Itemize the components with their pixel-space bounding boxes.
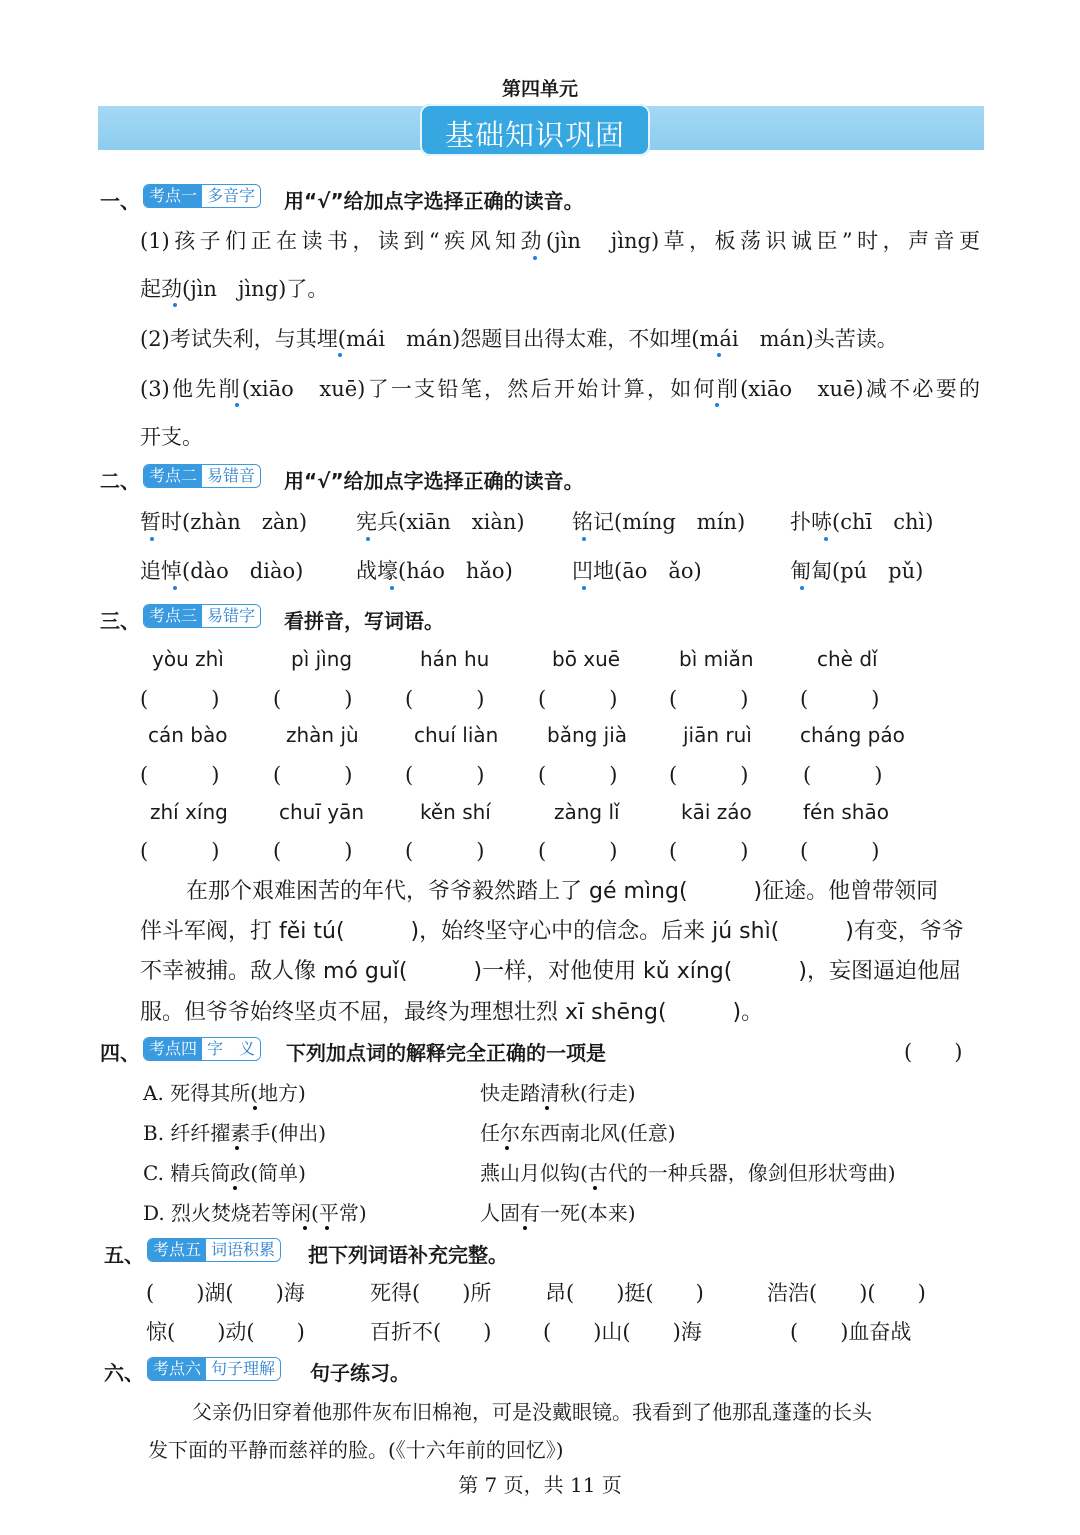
section-number: 六、 [104, 1361, 144, 1385]
tag-label: 考点三 [144, 605, 202, 627]
text-line: 起劲(jìn jìng)了。 [140, 277, 329, 301]
tag-label: 考点四 [144, 1038, 202, 1060]
emphasis-dot [593, 1186, 597, 1190]
emphasis-dot [150, 537, 154, 541]
quote-line: 发下面的平静而慈祥的脸。(《十六年前的回忆》) [148, 1438, 564, 1462]
emphasis-dot [505, 1146, 509, 1150]
emphasis-dot [253, 1106, 257, 1110]
answer-blank[interactable]: ( ) [538, 763, 618, 787]
pinyin-word: zhàn jù [286, 723, 359, 747]
pinyin-word: chuī yān [279, 800, 365, 824]
emphasis-dot [533, 256, 537, 260]
tag-topic: 易错字 [202, 605, 260, 627]
pinyin-word: jiān ruì [683, 723, 752, 747]
answer-blank[interactable]: ( ) [803, 763, 883, 787]
emphasis-dot [582, 537, 586, 541]
emphasis-dot [338, 353, 342, 357]
pinyin-word: kāi záo [681, 800, 752, 824]
answer-blank[interactable]: ( ) [669, 763, 749, 787]
text-line: (1)孩子们正在读书，读到“疾风知劲(jìn jìng)草，板荡识诚臣”时，声音更 [140, 229, 980, 253]
section-number: 二、 [100, 469, 140, 493]
word-option: 追悼(dào diào) [140, 559, 304, 583]
tag-topic: 句子理解 [206, 1358, 280, 1380]
word-option: 战壕(háo hǎo) [356, 559, 513, 583]
emphasis-dot [545, 1106, 549, 1110]
answer-blank[interactable]: ( ) [669, 687, 749, 711]
text-line: (3)他先削(xiāo xuē)了一支铅笔，然后开始计算，如何削(xiāo xuē)减不必要的 [140, 377, 980, 401]
passage-line: 在那个艰难困苦的年代，爷爷毅然踏上了 gé mìng( )征途。他曾带领同 [186, 879, 939, 904]
section-title: 下列加点词的解释完全正确的一项是 [286, 1041, 606, 1065]
idiom-blank[interactable]: 昂( )挺( ) [545, 1281, 704, 1305]
idiom-blank[interactable]: ( )山( )海 [543, 1320, 702, 1344]
passage-line: 不幸被捕。敌人像 mó guǐ( )一样，对他使用 kǔ xíng( )，妄图逼迫他屈 [140, 959, 961, 984]
tag-topic: 字 义 [202, 1038, 260, 1060]
emphasis-dot [824, 537, 828, 541]
section-title: 句子练习。 [310, 1361, 410, 1385]
idiom-blank[interactable]: 惊( )动( ) [146, 1320, 305, 1344]
pinyin-word: pì jìng [291, 647, 353, 671]
text-line: 开支。 [140, 425, 203, 449]
pinyin-word: cháng páo [800, 723, 905, 747]
emphasis-dot [717, 353, 721, 357]
answer-blank[interactable]: ( ) [273, 687, 353, 711]
passage-line: 伴斗军阀，打 fěi tú( )，始终坚守心中的信念。后来 jú shì( )有变，爷爷 [140, 919, 964, 944]
emphasis-dot [582, 586, 586, 590]
answer-blank[interactable]: ( ) [538, 839, 618, 863]
idiom-blank[interactable]: 百折不( ) [370, 1320, 492, 1344]
answer-blank[interactable]: ( ) [405, 839, 485, 863]
emphasis-dot [325, 1226, 329, 1230]
emphasis-dot [235, 403, 239, 407]
answer-blank[interactable]: ( ) [800, 687, 880, 711]
emphasis-dot [233, 1186, 237, 1190]
tag-label: 考点二 [144, 465, 202, 487]
option-text: 快走踏清秋(行走) [480, 1081, 636, 1105]
word-option: 凹地(āo ǎo) [572, 559, 702, 583]
tag-label: 考点一 [144, 185, 202, 207]
option-text: C. 精兵简政(简单) [143, 1161, 306, 1185]
answer-blank[interactable]: ( ) [140, 687, 220, 711]
option-text: B. 纤纤擢素手(伸出) [143, 1121, 327, 1145]
tag-topic: 易错音 [202, 465, 260, 487]
pinyin-word: zàng lǐ [554, 800, 620, 824]
word-option: 铭记(míng mín) [572, 510, 746, 534]
section-tag [143, 604, 261, 628]
pinyin-word: bǎng jià [547, 723, 628, 747]
word-option: 暂时(zhàn zàn) [140, 510, 308, 534]
word-option: 匍匐(pú pǔ) [790, 559, 924, 583]
answer-blank[interactable]: ( ) [140, 763, 220, 787]
idiom-blank[interactable]: ( )血奋战 [790, 1320, 912, 1344]
option-text: 燕山月似钩(古代的一种兵器，像剑但形状弯曲) [480, 1161, 896, 1185]
pinyin-word: chuí liàn [414, 723, 499, 747]
pinyin-word: bō xuē [552, 647, 621, 671]
section-tag [143, 184, 261, 208]
page-number: 第 7 页，共 11 页 [458, 1473, 622, 1497]
emphasis-dot [523, 1226, 527, 1230]
text-line: (2)考试失利，与其埋(mái mán)怨题目出得太难，不如埋(mái mán)头苦读。 [140, 327, 898, 351]
section-tag [147, 1238, 281, 1262]
option-text: 任尔东西南北风(任意) [480, 1121, 676, 1145]
word-option: 宪兵(xiān xiàn) [356, 510, 525, 534]
pinyin-word: yòu zhì [152, 647, 224, 671]
answer-blank[interactable]: ( ) [273, 839, 353, 863]
option-text: A. 死得其所(地方) [143, 1081, 306, 1105]
answer-blank[interactable]: ( ) [904, 1040, 963, 1064]
pinyin-word: zhí xíng [150, 800, 228, 824]
idiom-blank[interactable]: ( )湖( )海 [146, 1281, 305, 1305]
emphasis-dot [173, 586, 177, 590]
emphasis-dot [173, 303, 177, 307]
tag-label: 考点六 [148, 1358, 206, 1380]
section-number: 三、 [100, 609, 140, 633]
quote-line: 父亲仍旧穿着他那件灰布旧棉袍，可是没戴眼镜。我看到了他那乱蓬蓬的长头 [192, 1400, 872, 1424]
answer-blank[interactable]: ( ) [669, 839, 749, 863]
tag-label: 考点五 [148, 1239, 206, 1261]
section-tag [143, 464, 261, 488]
tag-topic: 词语积累 [206, 1239, 280, 1261]
answer-blank[interactable]: ( ) [140, 839, 220, 863]
pinyin-word: chè dǐ [817, 647, 878, 671]
pinyin-word: cán bào [148, 723, 228, 747]
pinyin-word: bì miǎn [679, 647, 754, 671]
section-title: 用“√”给加点字选择正确的读音。 [284, 469, 584, 493]
section-number: 五、 [104, 1243, 144, 1267]
emphasis-dot [366, 537, 370, 541]
emphasis-dot [715, 403, 719, 407]
option-text: D. 烈火焚烧若等闲(平常) [143, 1201, 367, 1225]
answer-blank[interactable]: ( ) [405, 763, 485, 787]
section-title: 把下列词语补充完整。 [308, 1243, 508, 1267]
section-number: 四、 [100, 1041, 140, 1065]
section-title: 看拼音，写词语。 [284, 609, 444, 633]
answer-blank[interactable]: ( ) [273, 763, 353, 787]
unit-title: 第四单元 [501, 78, 578, 100]
emphasis-dot [235, 1146, 239, 1150]
banner-title: 基础知识巩固 [444, 118, 625, 152]
emphasis-dot [390, 586, 394, 590]
idiom-blank[interactable]: 死得( )所 [370, 1281, 492, 1305]
section-number: 一、 [100, 189, 140, 213]
emphasis-dot [303, 1226, 307, 1230]
idiom-blank[interactable]: 浩浩( )( ) [767, 1281, 926, 1305]
answer-blank[interactable]: ( ) [405, 687, 485, 711]
tag-topic: 多音字 [202, 185, 260, 207]
pinyin-word: hán hu [420, 647, 490, 671]
section-tag [147, 1357, 281, 1381]
pinyin-word: fén shāo [803, 800, 889, 824]
word-option: 扑哧(chī chì) [790, 510, 934, 534]
emphasis-dot [800, 586, 804, 590]
answer-blank[interactable]: ( ) [800, 839, 880, 863]
section-title: 用“√”给加点字选择正确的读音。 [284, 189, 584, 213]
option-text: 人固有一死(本来) [480, 1201, 636, 1225]
passage-line: 服。但爷爷始终坚贞不屈，最终为理想壮烈 xī shēng( )。 [140, 1000, 764, 1025]
pinyin-word: kěn shí [420, 800, 491, 824]
section-tag [143, 1037, 261, 1061]
answer-blank[interactable]: ( ) [538, 687, 618, 711]
